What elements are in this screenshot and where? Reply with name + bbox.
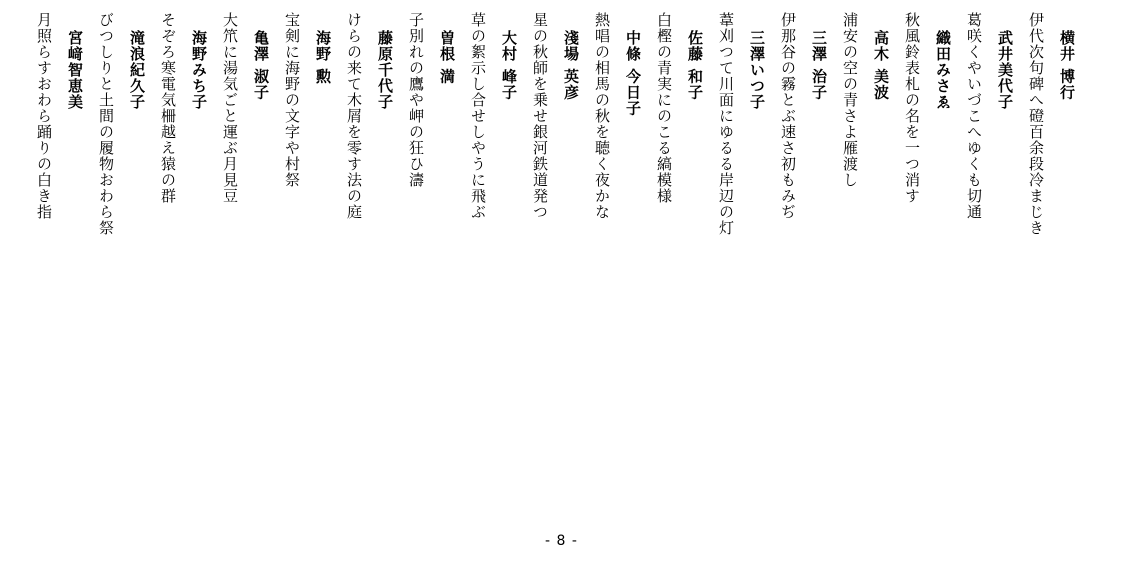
haiku-entry [463,12,525,220]
haiku-entry [587,12,649,220]
author-name: 高木 美波 [872,30,890,101]
author-name: 藤原千代子 [376,30,394,110]
page-number: - 8 - [545,533,578,549]
haiku-text: 白樫の青実にのこる縞模様 [655,12,673,204]
haiku-entry [29,12,91,220]
haiku-entry [525,12,587,220]
author-name: 中條 今日子 [624,30,642,117]
haiku-text: けらの来て木屑を零す法の庭 [345,12,363,220]
haiku-entry [897,12,959,204]
author-name: 淺場 英彦 [562,30,580,101]
haiku-text: 伊代次句碑へ磴百余段冷まじき [1027,12,1045,236]
haiku-text: 星の秋師を乗せ銀河鉄道発つ [531,12,549,220]
haiku-text: 月照らすおわら踊りの白き指 [35,12,53,220]
haiku-text: 伊那谷の霧とぶ速さ初もみぢ [779,12,797,220]
haiku-text: 葦刈つて川面にゆるる岸辺の灯 [717,12,735,236]
author-name: 大村 峰子 [500,30,518,101]
haiku-entry [835,12,897,188]
author-name: 滝浪紀久子 [128,30,146,110]
author-name: 武井美代子 [996,30,1014,110]
haiku-entry [339,12,401,220]
haiku-entry [959,12,1021,220]
haiku-text: 子別れの鷹や岬の狂ひ濤 [407,12,425,188]
haiku-text: 秋風鈴表札の名を一つ消す [903,12,921,204]
haiku-text: 熱唱の相馬の秋を聴く夜かな [593,12,611,220]
haiku-text: そぞろ寒電気柵越え猿の群 [159,12,177,204]
haiku-entry [649,12,711,204]
haiku-entry [215,12,277,204]
haiku-text: 草の絮示し合せしやうに飛ぶ [469,12,487,220]
haiku-entry [277,12,339,188]
haiku-text: 葛咲くやいづこへゆくも切通 [965,12,983,220]
haiku-text: 浦安の空の青さよ雁渡し [841,12,859,188]
author-name: 海野みち子 [190,30,208,110]
haiku-entry [401,12,463,188]
author-name: 宮﨑智恵美 [66,30,84,110]
haiku-entry [1021,12,1083,236]
haiku-text: びつしりと土間の履物おわら祭 [97,12,115,236]
author-name: 三澤いつ子 [748,30,766,110]
haiku-entry [153,12,215,204]
author-name: 織田みさゑ [934,30,952,110]
author-name: 佐藤 和子 [686,30,704,101]
haiku-entry [91,12,153,236]
haiku-text: 大笊に湯気ごと運ぶ月見豆 [221,12,239,204]
author-name: 亀澤 淑子 [252,30,270,101]
author-name: 曽根 満 [438,30,456,85]
haiku-text: 宝剣に海野の文字や村祭 [283,12,301,188]
haiku-entry [711,12,773,236]
author-name: 三澤 治子 [810,30,828,101]
author-name: 海野 勲 [314,30,332,85]
haiku-entry [773,12,835,220]
haiku-columns [29,12,1083,236]
author-name: 横井 博行 [1058,30,1076,101]
